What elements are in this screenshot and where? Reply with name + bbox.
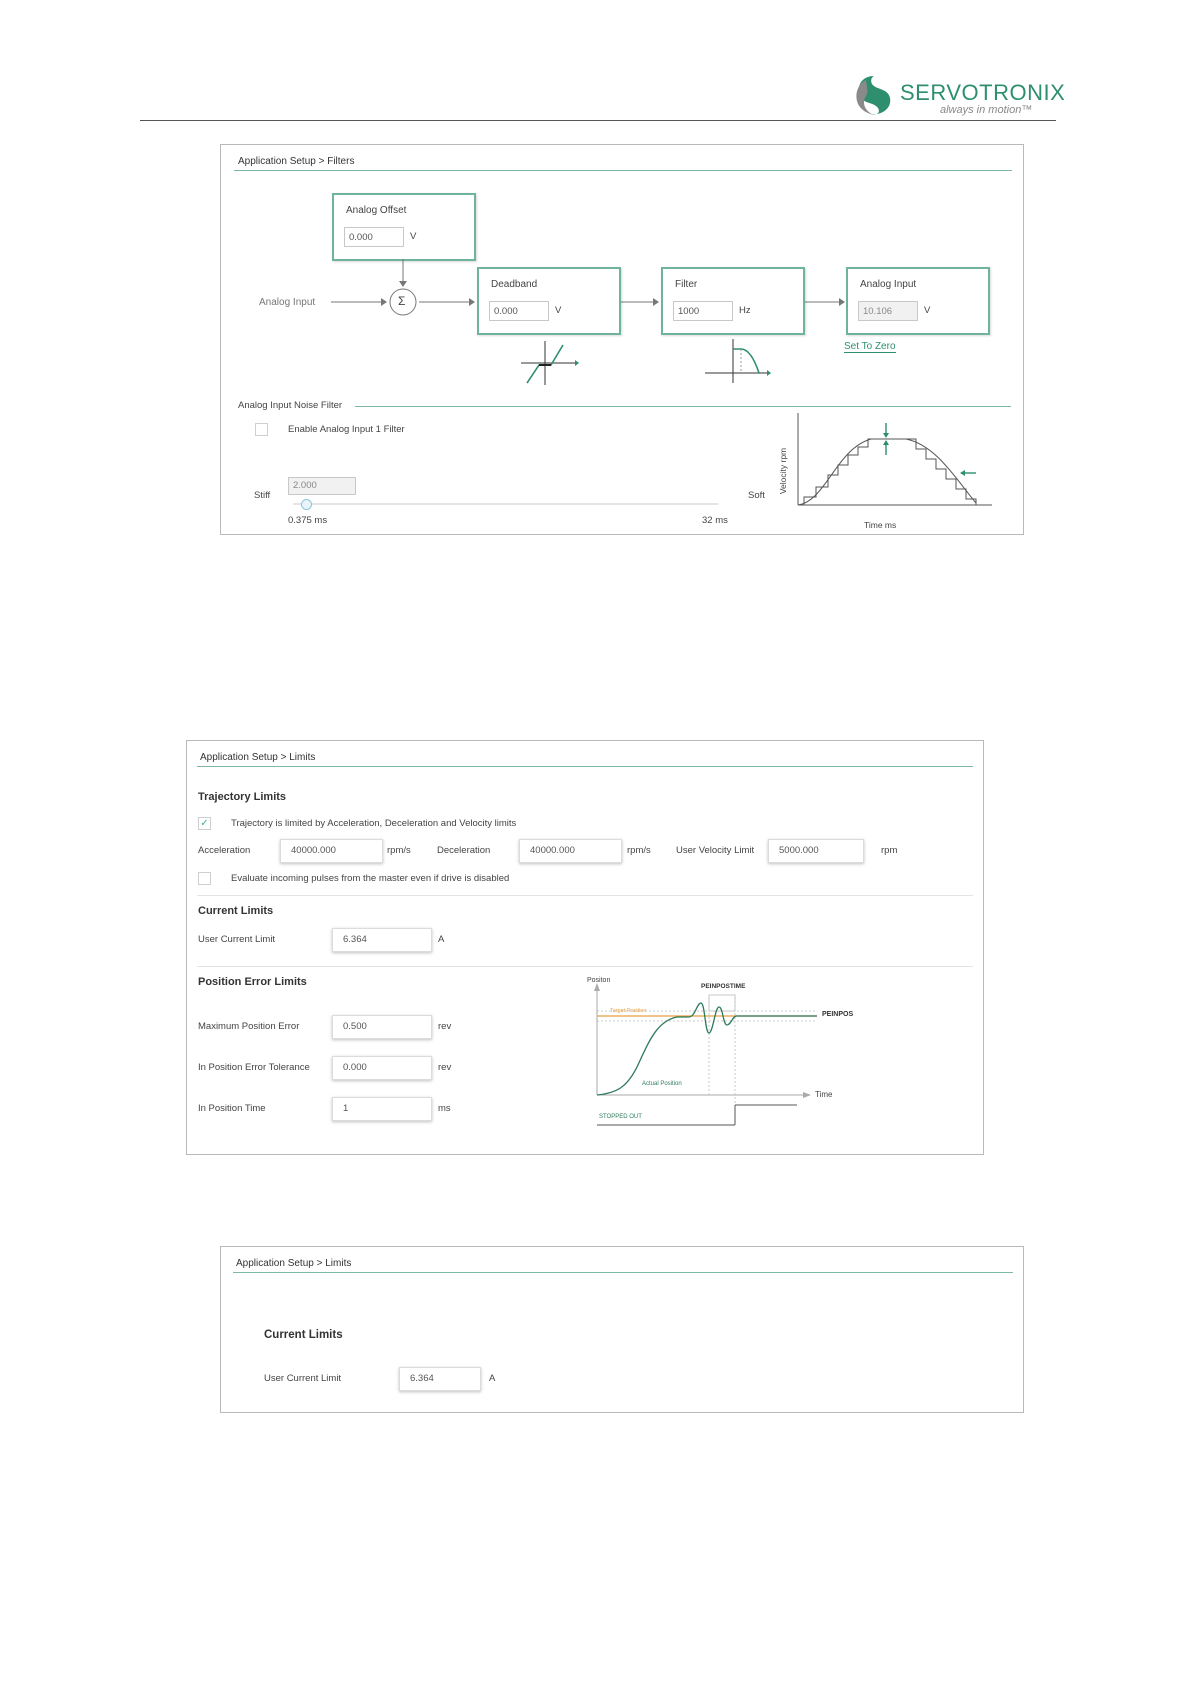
acceleration-input[interactable]: 40000.000 bbox=[280, 839, 383, 863]
brand-tagline: always in motion™ bbox=[940, 104, 1033, 116]
max-position-error-unit: rev bbox=[438, 1021, 452, 1032]
analog-input-unit: V bbox=[924, 305, 931, 316]
stiff-label: Stiff bbox=[254, 490, 271, 501]
slider-track bbox=[293, 503, 718, 505]
noise-filter-slider[interactable] bbox=[293, 498, 718, 510]
breadcrumb: Application Setup > Limits bbox=[236, 1258, 352, 1269]
limits-current-panel bbox=[220, 1246, 1024, 1413]
in-position-tolerance-input[interactable]: 0.000 bbox=[332, 1056, 432, 1080]
enable-filter-label: Enable Analog Input 1 Filter bbox=[288, 424, 405, 435]
soft-label: Soft bbox=[748, 490, 765, 501]
diagram-position-axis-label: Positon bbox=[587, 977, 611, 984]
in-position-tolerance-unit: rev bbox=[438, 1062, 452, 1073]
breadcrumb-rule bbox=[197, 766, 973, 767]
velocity-axis-label: Velocity rpm bbox=[778, 447, 788, 495]
header-divider bbox=[140, 120, 1056, 121]
set-to-zero-link[interactable]: Set To Zero bbox=[844, 341, 896, 352]
slider-thumb[interactable] bbox=[301, 499, 312, 510]
user-current-limit-input[interactable]: 6.364 bbox=[399, 1367, 481, 1391]
in-position-time-unit: ms bbox=[438, 1103, 451, 1114]
user-current-limit-label: User Current Limit bbox=[198, 934, 276, 945]
diagram-stopped-out-label: STOPPED OUT bbox=[599, 1114, 642, 1120]
evaluate-pulses-label: Evaluate incoming pulses from the master even if drive is disabled bbox=[231, 873, 510, 884]
diagram-actual-position-label: Actual Position bbox=[642, 1081, 682, 1087]
deadband-graph-icon bbox=[519, 337, 579, 387]
max-position-error-label: Maximum Position Error bbox=[198, 1021, 300, 1032]
analog-input-title: Analog Input bbox=[860, 279, 917, 290]
servotronix-logo bbox=[852, 72, 1066, 118]
velocity-limit-label: User Velocity Limit bbox=[676, 845, 755, 856]
velocity-limit-unit: rpm bbox=[881, 845, 898, 856]
trajectory-limited-label: Trajectory is limited by Acceleration, Deceleration and Velocity limits bbox=[231, 818, 517, 829]
diagram-peinpos-label: PEINPOS bbox=[822, 1011, 854, 1018]
acceleration-label: Acceleration bbox=[198, 845, 251, 856]
section-divider bbox=[197, 966, 973, 967]
filters-panel bbox=[220, 144, 1024, 535]
trajectory-limits-title: Trajectory Limits bbox=[198, 791, 287, 803]
enable-filter-checkbox[interactable] bbox=[255, 423, 268, 436]
slider-max-label: 32 ms bbox=[702, 515, 728, 526]
limits-panel bbox=[186, 740, 984, 1155]
filter-frequency-input[interactable]: 1000 bbox=[673, 301, 733, 321]
signal-flow-arrows bbox=[221, 145, 1023, 385]
filter-box bbox=[661, 267, 805, 335]
analog-input-source-label: Analog Input bbox=[259, 297, 316, 308]
evaluate-pulses-checkbox[interactable] bbox=[198, 872, 211, 885]
velocity-filter-illustration bbox=[776, 409, 1016, 527]
user-current-limit-label: User Current Limit bbox=[264, 1373, 342, 1384]
user-current-limit-unit: A bbox=[438, 934, 445, 945]
deadband-input[interactable]: 0.000 bbox=[489, 301, 549, 321]
deadband-unit: V bbox=[555, 305, 562, 316]
deadband-box bbox=[477, 267, 621, 335]
trajectory-limited-checkbox[interactable]: ✓ bbox=[198, 817, 211, 830]
brand-name: SERVOTRONIX bbox=[900, 80, 1066, 105]
max-position-error-input[interactable]: 0.500 bbox=[332, 1015, 432, 1039]
acceleration-unit: rpm/s bbox=[387, 845, 411, 856]
breadcrumb: Application Setup > Filters bbox=[238, 156, 355, 167]
position-settling-diagram bbox=[567, 977, 847, 1137]
servotronix-logo-mark-icon bbox=[852, 74, 896, 116]
analog-offset-input[interactable]: 0.000 bbox=[344, 227, 404, 247]
filter-unit: Hz bbox=[739, 305, 751, 316]
filter-title: Filter bbox=[675, 279, 698, 290]
analog-input-readout: 10.106 bbox=[858, 301, 918, 321]
diagram-peinpostime-label: PEINPOSTIME bbox=[701, 983, 746, 990]
breadcrumb: Application Setup > Limits bbox=[200, 752, 316, 763]
user-current-limit-input[interactable]: 6.364 bbox=[332, 928, 432, 952]
time-axis-label: Time ms bbox=[864, 520, 897, 530]
analog-input-box bbox=[846, 267, 990, 335]
diagram-target-position-label: Target Position bbox=[610, 1008, 647, 1014]
analog-offset-unit: V bbox=[410, 231, 417, 242]
diagram-time-axis-label: Time bbox=[815, 1090, 833, 1099]
velocity-limit-input[interactable]: 5000.000 bbox=[768, 839, 864, 863]
deceleration-unit: rpm/s bbox=[627, 845, 651, 856]
position-error-limits-title: Position Error Limits bbox=[198, 976, 307, 988]
current-limits-title: Current Limits bbox=[264, 1329, 343, 1341]
deadband-title: Deadband bbox=[491, 279, 538, 290]
deceleration-input[interactable]: 40000.000 bbox=[519, 839, 622, 863]
sum-junction-symbol: Σ bbox=[398, 294, 406, 308]
current-limits-title: Current Limits bbox=[198, 905, 274, 917]
lowpass-filter-graph-icon bbox=[703, 335, 773, 385]
user-current-limit-unit: A bbox=[489, 1373, 496, 1384]
noise-filter-value-input: 2.000 bbox=[288, 477, 356, 495]
analog-offset-title: Analog Offset bbox=[346, 205, 407, 216]
in-position-time-input[interactable]: 1 bbox=[332, 1097, 432, 1121]
slider-min-label: 0.375 ms bbox=[288, 515, 328, 526]
deceleration-label: Deceleration bbox=[437, 845, 491, 856]
in-position-tolerance-label: In Position Error Tolerance bbox=[198, 1062, 310, 1073]
noise-filter-section-label: Analog Input Noise Filter bbox=[238, 400, 343, 411]
section-divider bbox=[197, 895, 973, 896]
in-position-time-label: In Position Time bbox=[198, 1103, 266, 1114]
noise-filter-rule bbox=[355, 406, 1011, 407]
breadcrumb-rule bbox=[233, 1272, 1013, 1273]
